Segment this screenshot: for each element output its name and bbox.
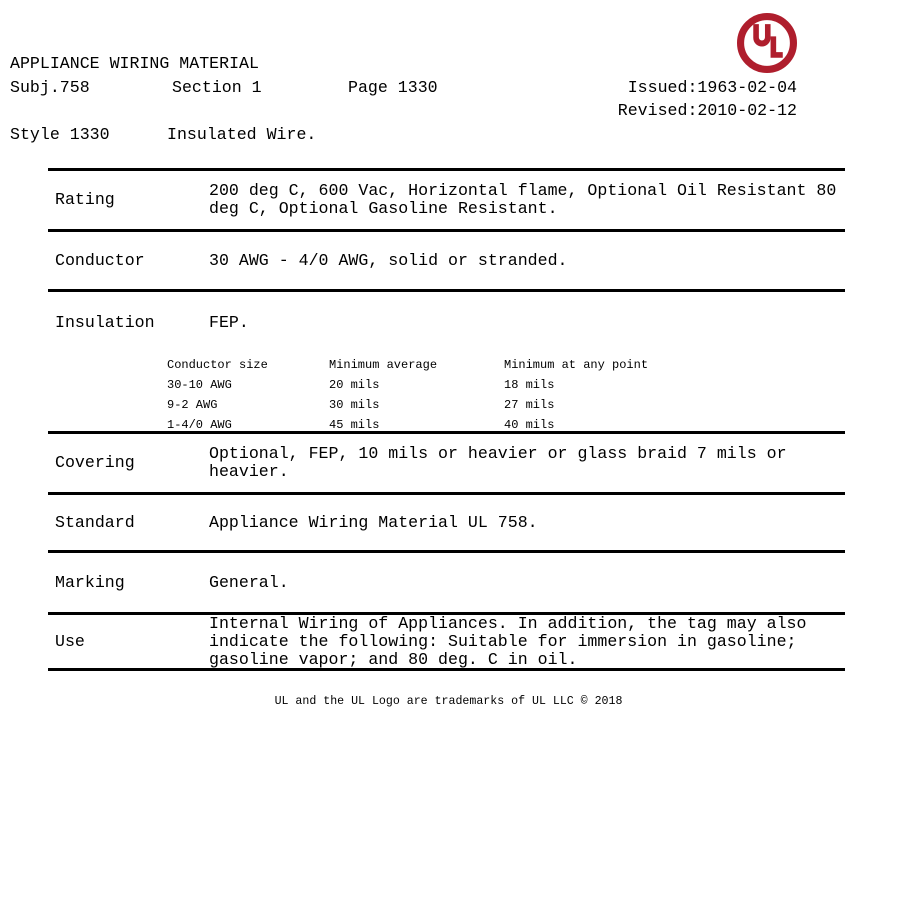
row-content: FEP.: [209, 313, 249, 332]
style-description: Insulated Wire.: [167, 125, 317, 144]
column-header: Conductor size: [167, 358, 268, 372]
row-label: Use: [55, 631, 85, 651]
table-cell: 45 mils: [329, 418, 380, 431]
column-header: Minimum average: [329, 358, 438, 372]
table-row-use: [48, 612, 845, 668]
page-number: Page 1330: [348, 78, 438, 97]
row-content: 200 deg C, 600 Vac, Horizontal flame, Optional Oil Resistant 80 deg C, Optional Gasoline Resistant.: [209, 181, 837, 218]
row-content: 30 AWG - 4/0 AWG, solid or stranded.: [209, 250, 568, 270]
table-row-covering: [48, 431, 845, 492]
subject-number: Subj.758: [10, 78, 90, 97]
table-row-insulation: [48, 289, 845, 431]
table-cell: 30-10 AWG: [167, 378, 232, 392]
row-label: Standard: [55, 512, 135, 532]
trademark-footer: UL and the UL Logo are trademarks of UL LLC © 2018: [274, 695, 623, 708]
table-cell: 20 mils: [329, 378, 380, 392]
row-content: General.: [209, 572, 289, 592]
table-cell: 1-4/0 AWG: [167, 418, 232, 431]
table-row-rating: [48, 168, 845, 229]
table-cell: 30 mils: [329, 398, 380, 412]
row-label: Conductor: [55, 250, 145, 270]
section-number: Section 1: [172, 78, 262, 97]
table-cell: 9-2 AWG: [167, 398, 218, 412]
issued-date: Issued:1963-02-04: [627, 78, 797, 97]
style-number: Style 1330: [10, 125, 110, 144]
table-row-standard: [48, 492, 845, 550]
table-cell: 18 mils: [504, 378, 555, 392]
row-label: Rating: [55, 190, 115, 209]
row-content: Optional, FEP, 10 mils or heavier or glass braid 7 mils or heavier.: [209, 444, 787, 481]
row-content: Appliance Wiring Material UL 758.: [209, 512, 538, 532]
page-title: APPLIANCE WIRING MATERIAL: [10, 54, 259, 73]
table-row-conductor: [48, 229, 845, 289]
ul-logo-icon: [737, 13, 797, 73]
row-label: Marking: [55, 572, 125, 592]
row-content: Internal Wiring of Appliances. In addition, the tag may also indicate the following: Suitable for immersion in gasoline; gasoline vapor; and 80 deg. C in oil.: [209, 613, 807, 669]
insulation-thickness-table: [167, 355, 845, 431]
row-label: Covering: [55, 453, 135, 472]
table-cell: 40 mils: [504, 418, 555, 431]
table-cell: 27 mils: [504, 398, 555, 412]
table-row-marking: [48, 550, 845, 612]
revised-date: Revised:2010-02-12: [617, 101, 797, 120]
spec-table: [48, 168, 845, 671]
column-header: Minimum at any point: [504, 358, 649, 372]
row-label: Insulation: [55, 313, 155, 332]
